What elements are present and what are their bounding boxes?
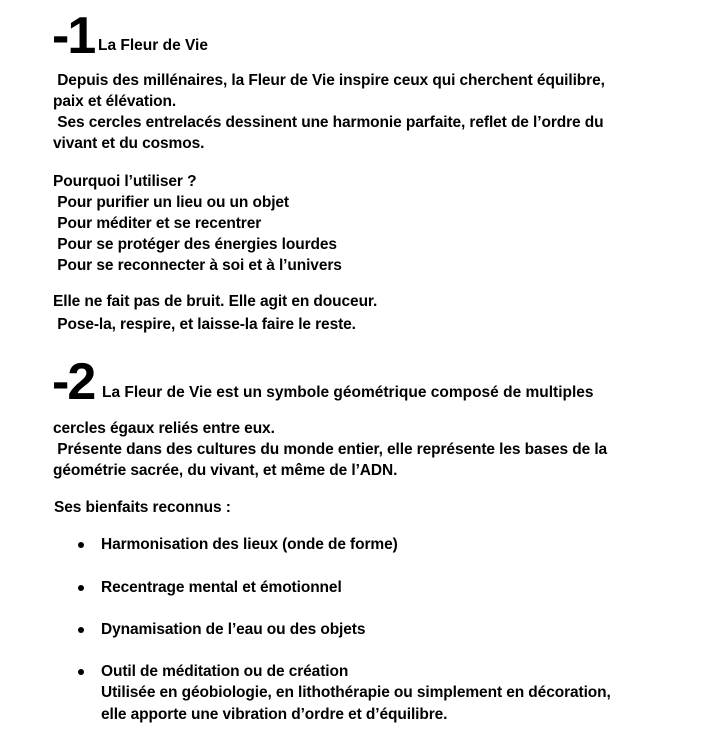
section-2-number: -2 bbox=[52, 353, 95, 411]
benefit-text: Dynamisation de l’eau ou des objets bbox=[101, 621, 366, 638]
bullet-icon bbox=[78, 627, 84, 633]
bullet-icon bbox=[78, 585, 84, 591]
bullet-icon bbox=[78, 542, 84, 548]
why-item: Pour méditer et se recentrer bbox=[53, 215, 262, 232]
body-line: géométrie sacrée, du vivant, et même de l’ADN. bbox=[53, 462, 398, 479]
body-line: Présente dans des cultures du monde entier, elle représente les bases de la bbox=[53, 441, 608, 458]
body-line: cercles égaux reliés entre eux. bbox=[53, 420, 275, 437]
intro-line: paix et élévation. bbox=[53, 93, 177, 110]
benefit-text: Recentrage mental et émotionnel bbox=[101, 579, 342, 596]
benefit-detail-line: elle apporte une vibration d’ordre et d’équilibre. bbox=[101, 706, 448, 723]
why-item: Pour purifier un lieu ou un objet bbox=[53, 194, 289, 211]
why-item: Pour se reconnecter à soi et à l’univers bbox=[53, 257, 342, 274]
intro-line: Depuis des millénaires, la Fleur de Vie inspire ceux qui cherchent équilibre, bbox=[53, 72, 605, 89]
benefits-heading: Ses bienfaits reconnus : bbox=[54, 499, 231, 516]
intro-line: Ses cercles entrelacés dessinent une harmonie parfaite, reflet de l’ordre du bbox=[53, 114, 604, 131]
section-1-title: La Fleur de Vie bbox=[98, 37, 208, 54]
benefit-text: Outil de méditation ou de création bbox=[101, 663, 349, 680]
closing-line: Pose-la, respire, et laisse-la faire le reste. bbox=[53, 316, 356, 333]
section-2-title: La Fleur de Vie est un symbole géométrique composé de multiples bbox=[102, 384, 594, 401]
why-heading: Pourquoi l’utiliser ? bbox=[53, 173, 197, 190]
benefit-text: Harmonisation des lieux (onde de forme) bbox=[101, 536, 398, 553]
closing-line: Elle ne fait pas de bruit. Elle agit en douceur. bbox=[53, 293, 378, 310]
intro-line: vivant et du cosmos. bbox=[53, 135, 205, 152]
section-1-number: -1 bbox=[52, 7, 95, 65]
bullet-icon bbox=[78, 669, 84, 675]
why-item: Pour se protéger des énergies lourdes bbox=[53, 236, 337, 253]
benefit-detail-line: Utilisée en géobiologie, en lithothérapie ou simplement en décoration, bbox=[101, 684, 611, 701]
